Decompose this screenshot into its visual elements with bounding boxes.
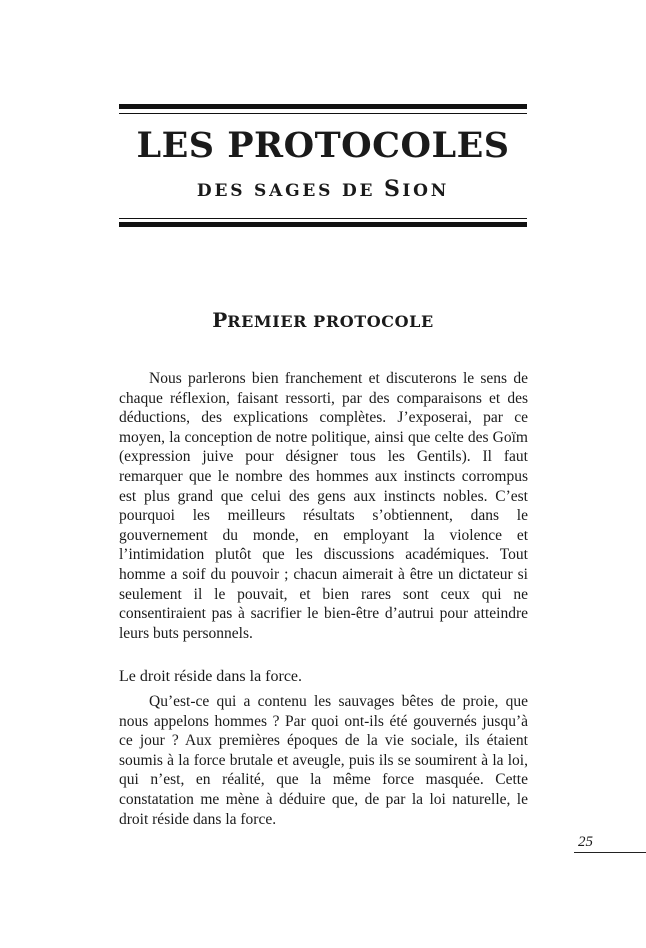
paragraph-2: Qu’est-ce qui a contenu les sauvages bêtes de proie, que nous appelons hommes ? Par quoi ont-ils été gouvernés jusqu’à ce jour ? Aux premières époques de la vie sociale, ils étaient soumis à la force brutale et aveugle, puis ils se soumirent à la loi, qui n’est, en réalité, que la même force masquée. Cette constatation me mène à déduire que, de par la loi naturelle, le droit réside dans la force. [119,693,528,828]
title-block [119,104,527,228]
subtitle-cap: S [383,176,403,202]
section-heading [119,306,527,336]
paragraph-1: Nous parlerons bien franchement et discuterons le sens de chaque réflexion, faisant ressorti, par des comparaisons et des déductions, des explications complètes. J’exposerai, par ce moyen, la conception de notre politique, ainsi que celte des Goïm (expression juive pour désigner tous les Gentils). Il faut remarquer que le nombre des hommes aux instincts corrompus est plus grand que celui des gens aux instincts nobles. C’est pourquoi les meilleurs résultats s’obtiennent, dans le gouvernement du monde, en employant la violence et l’intimidation plutôt que les discussions académiques. Tout homme a soif du pouvoir ; chacun aimerait à être un dictateur si seulement il le pouvait, et bien rares sont ceux qui ne consentiraient pas à sacrifier le bien-être d’autrui pour atteindre leurs buts personnels. [119,370,528,642]
subtitle-prefix: DES SAGES DE [196,181,384,201]
book-subtitle [119,174,527,206]
page-number: 25 [578,834,593,850]
section-heading-rest: REMIER PROTOCOLE [227,312,434,331]
page-number-rule [574,852,646,853]
bottom-thick-rule [119,222,527,227]
subtitle-rest: ION [402,181,450,201]
section-heading-cap: P [212,308,228,332]
book-title: LES PROTOCOLES [136,125,510,166]
subheading: Le droit réside dans la force. [119,668,303,685]
top-thin-rule [119,113,527,114]
top-thick-rule [119,104,527,109]
bottom-thin-rule [119,218,527,219]
